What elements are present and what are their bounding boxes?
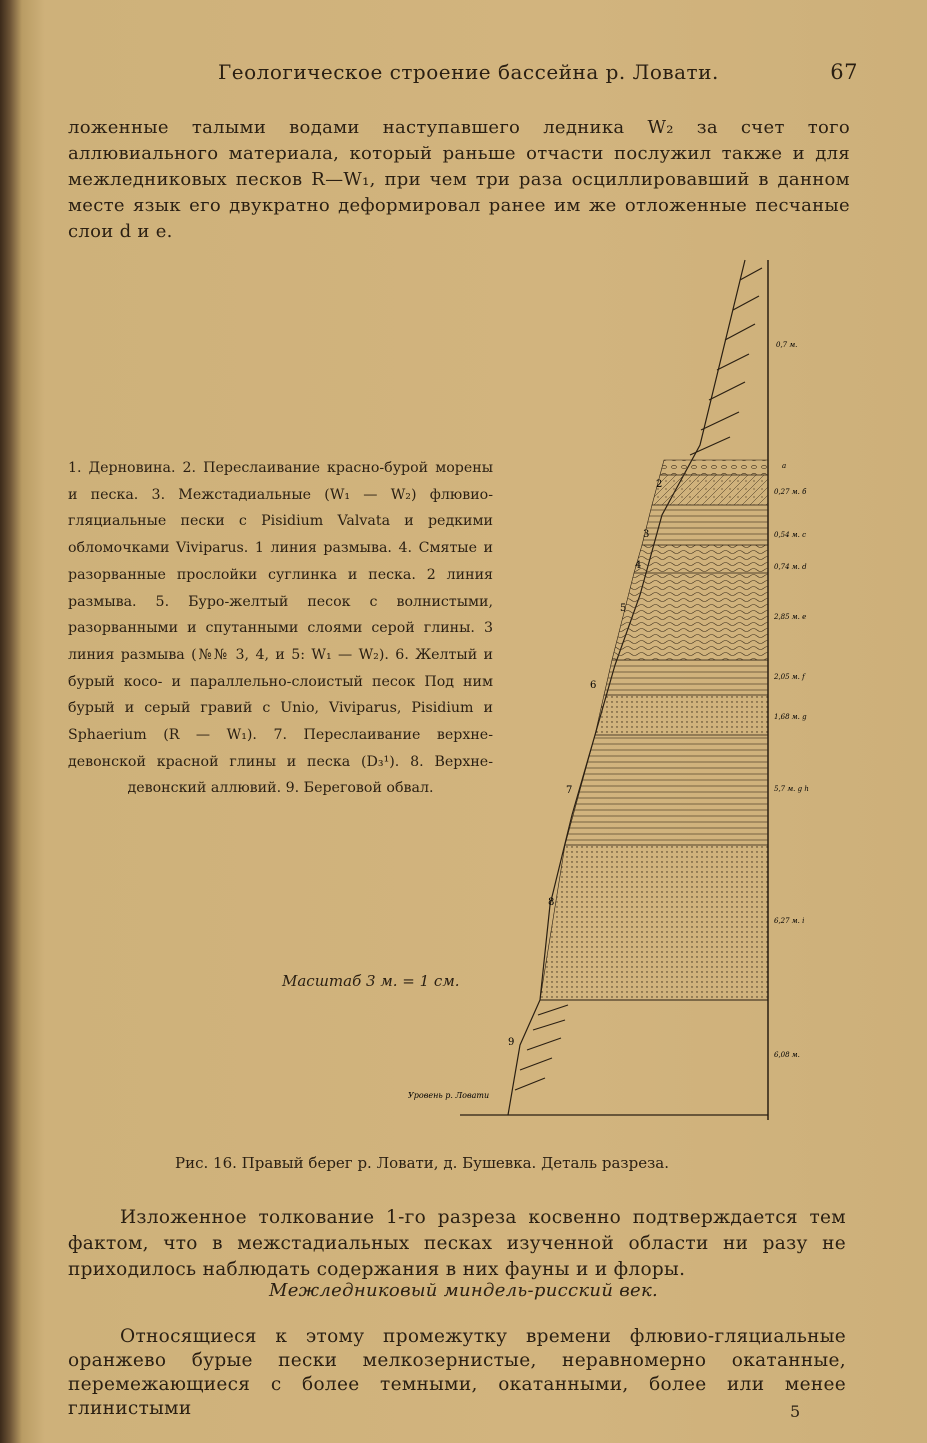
- paragraph-3: [68, 1325, 846, 1421]
- layer-label: 5,7 м. g h: [774, 785, 809, 793]
- layer-number: 3: [643, 529, 650, 540]
- figure-caption: Рис. 16. Правый берег р. Ловати, д. Бушевка. Деталь разреза.: [175, 1154, 669, 1172]
- layer-number: 8: [548, 897, 555, 908]
- layer-number: 9: [508, 1037, 515, 1048]
- layer-number: 6: [590, 680, 597, 691]
- layer-number: 7: [566, 785, 573, 796]
- river-level-label: Уровень р. Ловати: [408, 1091, 490, 1100]
- section-title: Межледниковый миндель-рисский век.: [268, 1280, 659, 1301]
- layer-number: 4: [635, 560, 642, 571]
- stratigraphic-section-figure: [400, 255, 860, 1135]
- paragraph-2-text: Изложенное толкование 1-го разреза косвенно подтверждается тем фактом, что в межстадиальных песках изученной области ни разу не приходилось наблюдать содержания в них фауны и и флоры.: [68, 1207, 846, 1280]
- layer-label: а: [782, 462, 787, 470]
- figure-legend: 1. Дерновина. 2. Переслаивание красно-бурой морены и песка. 3. Межстадиальные (W₁ — W₂) флювио-гляциальные пески с Pisidium Valvata и редкими обломочками Viviparus. 1 линия размыва. 4. Смятые и разорванные прослойки суглинка и песка. 2 линия размыва. 5. Буро-желтый песок с волнистыми, разорванными и спутанными слоями серой глины. 3 линия размыва (№№ 3, 4, и 5: W₁ — W₂). 6. Желтый и бурый косо- и параллельно-слоистый песок Под ним бурый и серый гравий с Unio, Viviparus, Pisidium и Sphaerium (R — W₁). 7. Переслаивание верхне-девонской красной глины и песка (D₃¹). 8. Верхне-девонский аллювий. 9. Береговой обвал.: [68, 460, 493, 797]
- layer-label: 1,68 м. g: [774, 713, 807, 721]
- running-header: [218, 60, 858, 92]
- layer-label: 0,7 м.: [776, 341, 798, 349]
- paragraph-1: ложенные талыми водами наступавшего ледника W₂ за счет того аллювиального материала, который раньше отчасти послужил также и для межледниковых песков R—W₁, при чем три раза осциллировавший в данном месте язык его двукратно деформировал ранее им же отложенные песчаные слои d и e.: [68, 117, 850, 242]
- layer-label: 6,27 м. i: [774, 917, 805, 925]
- signature-mark: 5: [790, 1402, 801, 1421]
- page-number: 67: [830, 60, 858, 84]
- paragraph-2: [68, 1205, 846, 1283]
- layer-label: 0,27 м. б: [774, 488, 807, 496]
- layer-label: 2,85 м. е: [774, 613, 807, 621]
- paragraph-3-text: Относящиеся к этому промежутку времени флювио-гляциальные оранжево бурые пески мелкозернистые, неравномерно окатанные, перемежающиеся с более темными, окатанными, более или менее глинистыми: [68, 1326, 846, 1419]
- header-title: Геологическое строение бассейна р. Ловати.: [218, 60, 719, 84]
- layer-number: 2: [656, 479, 663, 490]
- layer-label: 0,54 м. с: [774, 531, 806, 539]
- layer-label: 0,74 м. d: [774, 563, 807, 571]
- section-drawing: [400, 255, 860, 1135]
- layer-label: 6,08 м.: [774, 1051, 800, 1059]
- figure-scale: Масштаб 3 м. = 1 см.: [282, 972, 460, 990]
- layer-number: 5: [620, 603, 627, 614]
- layer-label: 2,05 м. f: [774, 673, 805, 681]
